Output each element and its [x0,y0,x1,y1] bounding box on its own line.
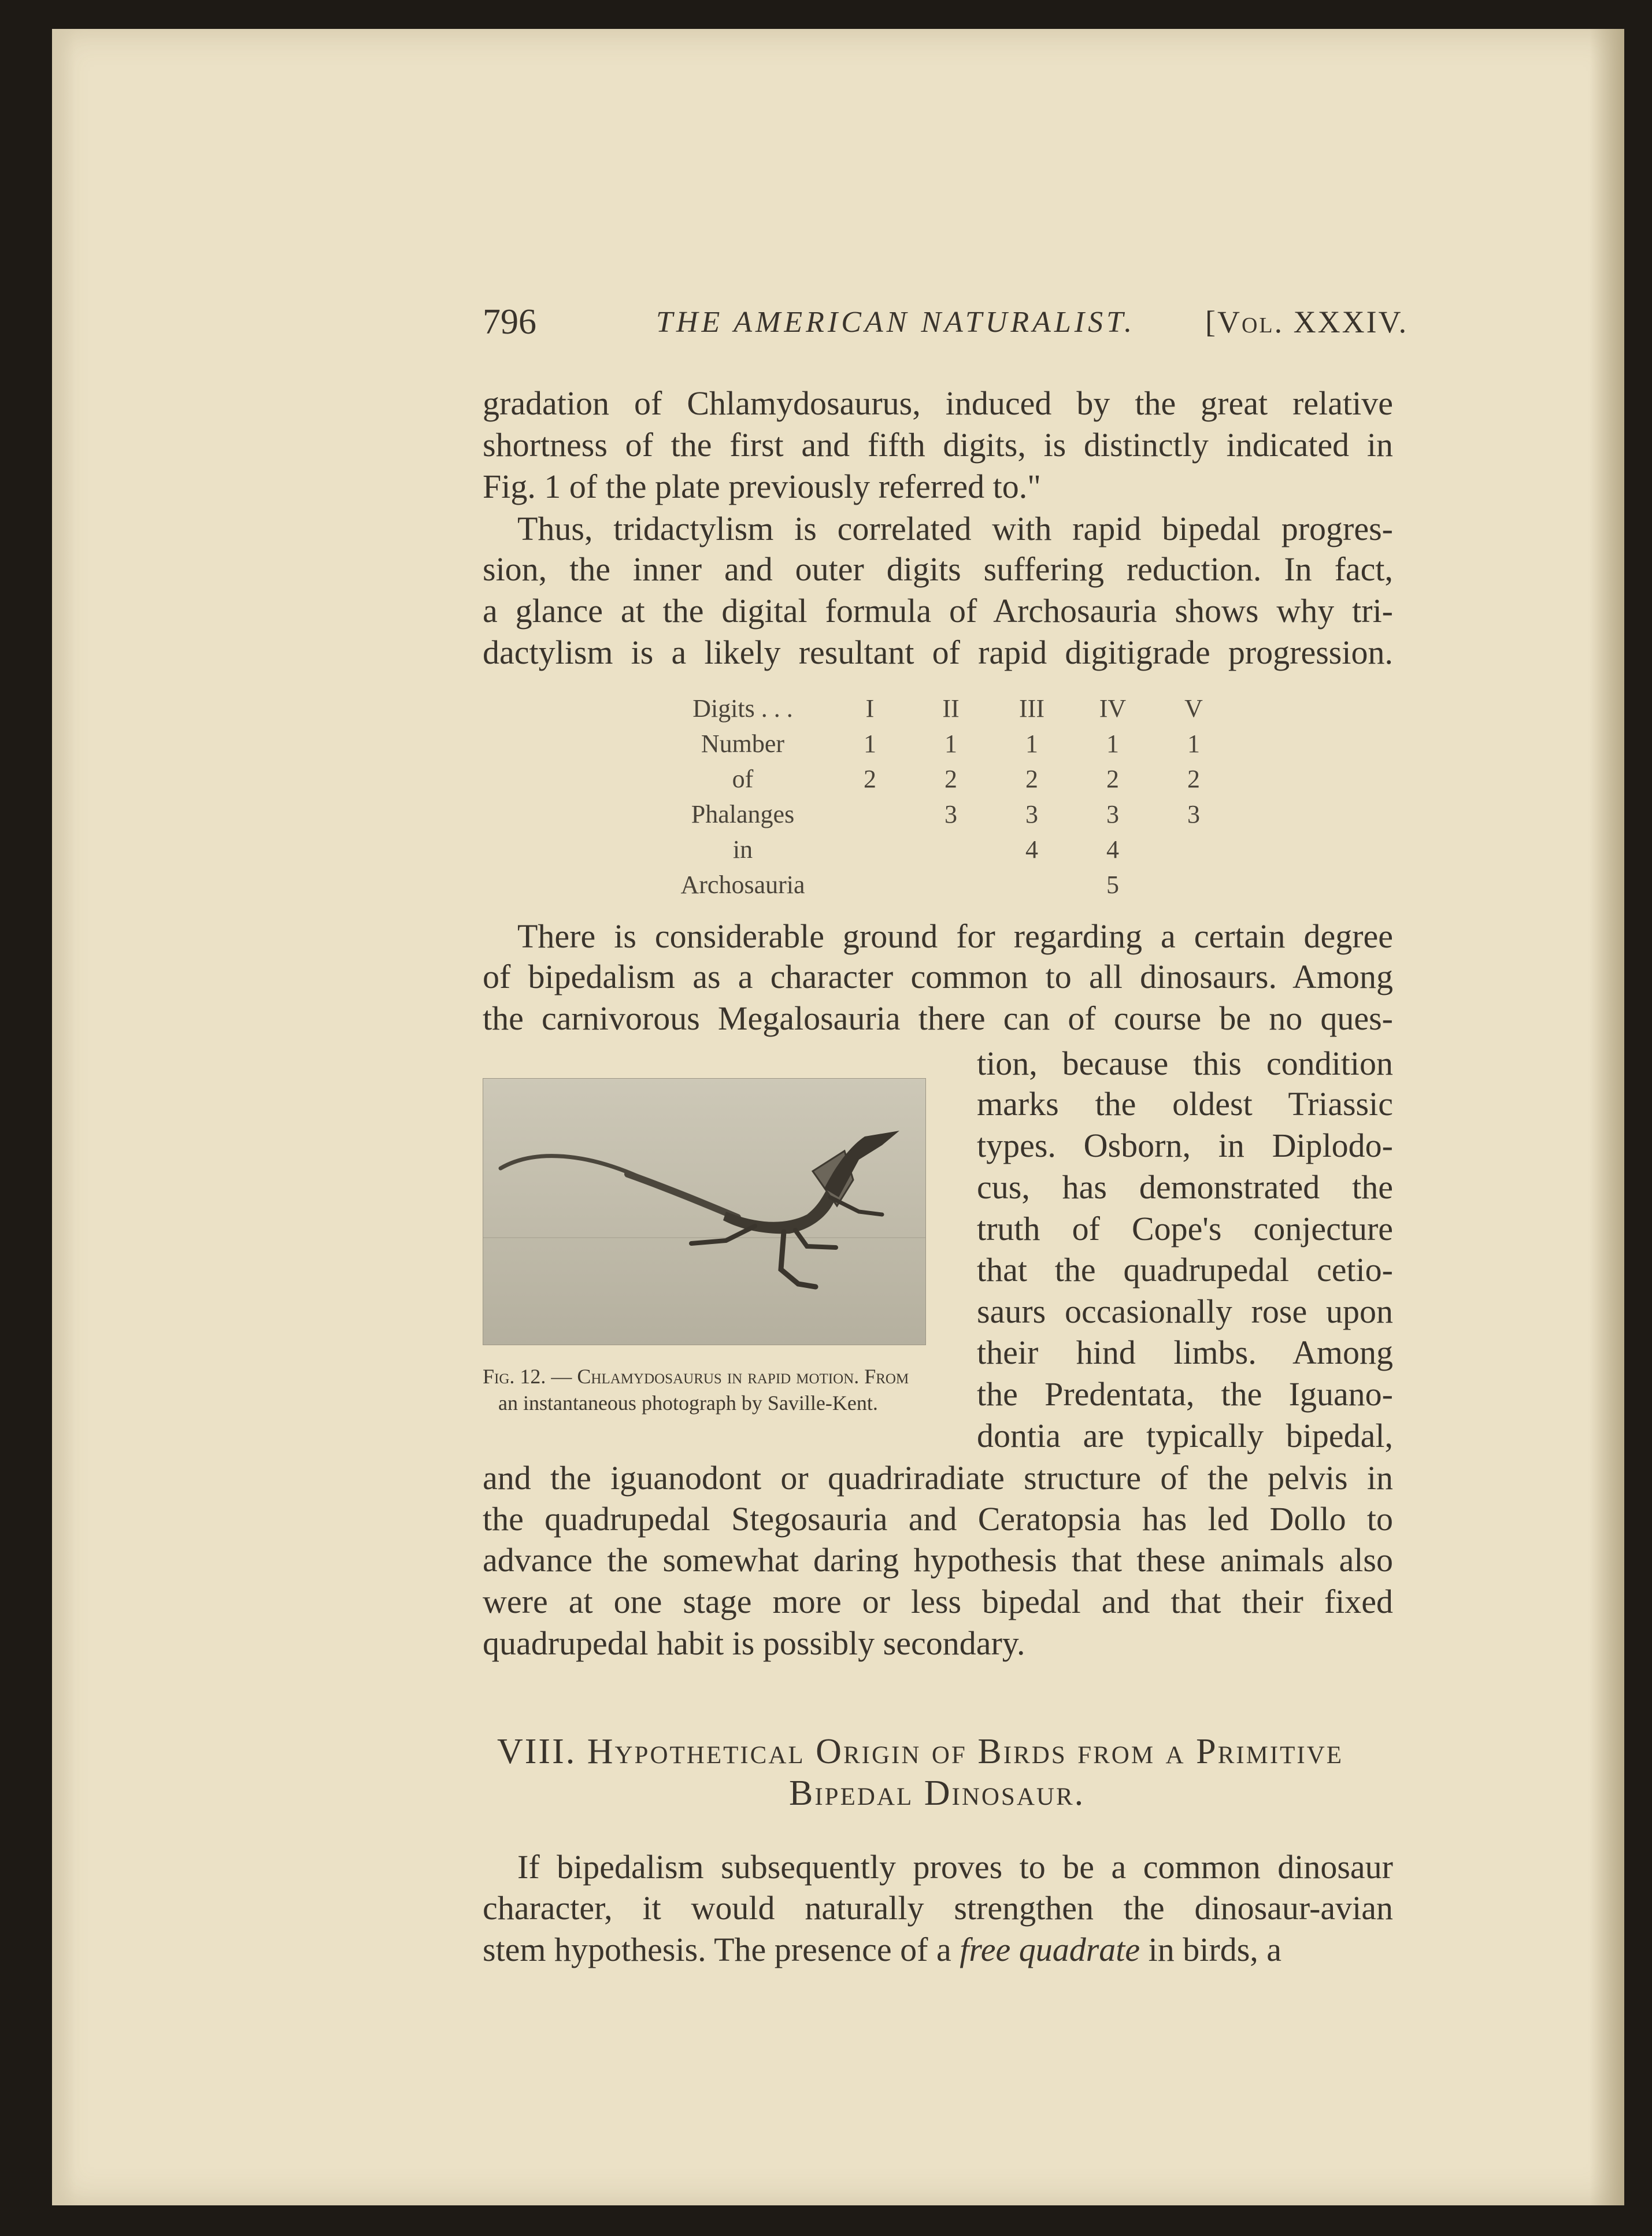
table-cell: 2 [1106,765,1119,793]
section-heading-line-1: VIII. Hypothetical Origin of Birds from a Primitive [497,1732,1344,1771]
table-row-label: Phalanges [691,800,795,828]
table-cell: 1 [944,730,957,758]
para3-after-line-2: the quadrupedal Stegosauria and Ceratopsia has led Dollo to [483,1500,1393,1538]
figure-caption-line-2: an instantaneous photograph by Saville-Kent. [498,1391,878,1415]
para3-wrap-line-6: that the quadrupedal cetio- [977,1251,1393,1289]
column-header: V [1184,694,1203,723]
para2-line-3: a glance at the digital formula of Archosauria shows why tri- [483,592,1393,630]
figure-caption-line-1 [483,1363,909,1390]
table-cell: 3 [1106,800,1119,828]
para4-line-1: If bipedalism subsequently proves to be a common dinosaur [517,1848,1393,1886]
section-heading-line-2: Bipedal Dinosaur. [789,1774,1086,1813]
table-cell [1153,832,1234,867]
table-cell: 1 [1025,730,1038,758]
para2-line-4: dactylism is a likely resultant of rapid digitigrade progression. [483,634,1393,671]
para1-line-2: shortness of the first and fifth digits, is distinctly indicated in [483,426,1393,464]
table-cell: 1 [1187,730,1200,758]
table-cell: 2 [1025,765,1038,793]
para1-line-3: Fig. 1 of the plate previously referred to." [483,468,1041,505]
para3-wrap-line-2: marks the oldest Triassic [977,1085,1393,1123]
digital-formula-table [656,691,1234,902]
column-header: II [942,694,960,723]
para1-line-1: gradation of Chlamydosaurus, induced by the great relative [483,384,1393,422]
table-row-label: Number [701,730,785,758]
para3-wrap-line-7: saurs occasionally rose upon [977,1293,1393,1330]
table-cell: 2 [864,765,876,793]
table-cell: 4 [1025,835,1038,864]
column-header: I [865,694,875,723]
journal-title: THE AMERICAN NATURALIST. [656,306,1136,339]
table-row-label: Archosauria [680,871,805,899]
table-cell: 1 [864,730,876,758]
table-cell [829,832,910,867]
para4-line-3-end: in birds, a [1140,1931,1282,1968]
para3-wrap-line-8: their hind limbs. Among [977,1334,1393,1371]
para4-italic-phrase: free quadrate [960,1931,1140,1968]
para3-wrap-line-1: tion, because this condition [977,1045,1393,1082]
table-cell: 3 [944,800,957,828]
table-cell: 5 [1106,871,1119,899]
para3-after-line-4: were at one stage more or less bipedal and that their fixed [483,1583,1393,1620]
table-cell [829,867,910,902]
book-page [52,29,1624,2205]
table-cell: 1 [1106,730,1119,758]
table-cell: 2 [944,765,957,793]
table-cell [829,797,910,832]
para2-line-2: sion, the inner and outer digits suffering reduction. In fact, [483,550,1393,588]
para3-wrap-line-4: cus, has demonstrated the [977,1168,1393,1206]
para4-line-2: character, it would naturally strengthen the dinosaur-avian [483,1889,1393,1927]
table-cell [910,867,991,902]
para4-line-3 [483,1930,1393,1970]
table-row-label: Digits . . . [692,694,793,723]
table-cell: 3 [1025,800,1038,828]
para3-wrap-line-9: the Predentata, the Iguano- [977,1375,1393,1413]
lizard-photograph [483,1078,926,1345]
table-row-label: of [732,765,754,793]
para4-line-3-start: stem hypothesis. The presence of a [483,1931,960,1968]
para3-wrap-line-10: dontia are typically bipedal, [977,1417,1393,1454]
para3-wrap-line-3: types. Osborn, in Diplodo- [977,1127,1393,1164]
table-cell [991,867,1072,902]
table-row-label: in [732,835,753,864]
para3-line-1: There is considerable ground for regarding a certain degree [517,917,1393,955]
para3-after-line-5: quadrupedal habit is possibly secondary. [483,1624,1025,1662]
column-header: IV [1099,694,1127,723]
lizard-figure-icon [483,1079,925,1345]
para3-line-3: the carnivorous Megalosauria there can of course be no ques- [483,999,1393,1037]
table-cell [910,832,991,867]
volume-label: [Vol. XXXIV. [1205,305,1409,339]
table-cell: 4 [1106,835,1119,864]
para3-after-line-3: advance the somewhat daring hypothesis that these animals also [483,1541,1393,1579]
table-cell [1153,867,1234,902]
para2-line-1: Thus, tridactylism is correlated with rapid bipedal progres- [517,510,1393,547]
table-cell: 2 [1187,765,1200,793]
figure-caption-text: Fig. 12. — Chlamydosaurus in rapid motion. From [483,1365,909,1388]
para3-after-line-1: and the iguanodont or quadriradiate structure of the pelvis in [483,1459,1393,1497]
para3-wrap-line-5: truth of Cope's conjecture [977,1210,1393,1247]
page-number: 796 [483,302,536,342]
table-cell: 3 [1187,800,1200,828]
column-header: III [1019,694,1044,723]
para3-line-2: of bipedalism as a character common to all dinosaurs. Among [483,958,1393,995]
